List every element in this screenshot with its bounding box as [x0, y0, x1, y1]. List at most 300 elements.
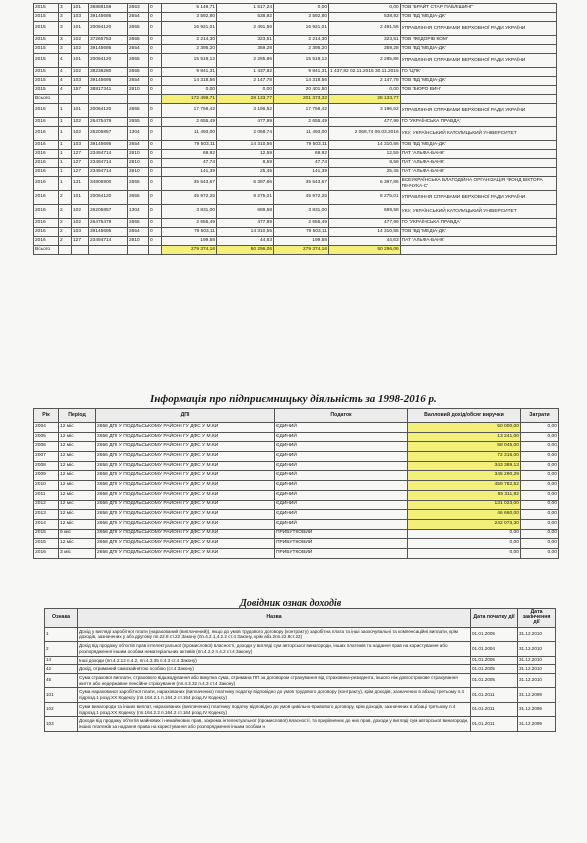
- flag-cell: 0: [149, 4, 162, 13]
- income-code-row: [45, 656, 556, 665]
- activity-row: [34, 490, 559, 500]
- code-cell: 102: [72, 205, 89, 219]
- col-tax: Податок: [275, 409, 408, 423]
- start-date-cell: 01.01.2011: [471, 702, 518, 716]
- costs-cell: 0,00: [521, 539, 559, 549]
- year-cell: 2015: [34, 86, 59, 95]
- kved-cell: 2653: [128, 4, 149, 13]
- description-cell: Суми винагороди та інших виплат, нарахованих (виплачених) платнику податку відповідно до умов цивільно-правового договору, крім доходів, зазначених в абзаці третьому п.4 підрозд.1 розд.XX Кодексу (пп.164.2.2 п.164.2 ст.164 розд.IV Кодексу): [78, 702, 471, 716]
- year-cell: 2009: [34, 471, 59, 481]
- year-cell: 2005: [34, 432, 59, 442]
- dpi-cell: 2656 ДПІ У ПОДІЛЬСЬКОМУ РАЙОНІ ГУ ДФС У М.КИ: [96, 539, 275, 549]
- income-accrued-cell: 9 841,31: [162, 68, 217, 77]
- tax-id-cell: 20064120: [89, 191, 128, 205]
- income-code-row: [45, 665, 556, 674]
- tax-id-cell: 23494714: [89, 150, 128, 159]
- start-date-cell: 01.01.2011: [471, 717, 518, 731]
- kved-cell: [128, 95, 149, 104]
- activity-row: [34, 548, 559, 558]
- dpi-cell: 2656 ДПІ У ПОДІЛЬСЬКОМУ РАЙОНІ ГУ ДФС У М.КИ: [96, 452, 275, 462]
- tax-id-cell: 36888159: [89, 4, 128, 13]
- tax-id-cell: 38817341: [89, 86, 128, 95]
- period-cell: 9 міс: [59, 529, 96, 539]
- year-cell: 2015: [34, 54, 59, 68]
- income-paid-cell: 199,58: [274, 237, 329, 246]
- dpi-cell: 2656 ДПІ У ПОДІЛЬСЬКОМУ РАЙОНІ ГУ ДФС У М.КИ: [96, 519, 275, 529]
- code-cell: 14: [45, 656, 78, 665]
- costs-cell: 0,00: [521, 510, 559, 520]
- income-paid-cell: 201 373,32: [274, 95, 329, 104]
- costs-cell: 0,00: [521, 442, 559, 452]
- year-cell: 2015: [34, 539, 59, 549]
- code-cell: 127: [72, 150, 89, 159]
- income-row: [34, 68, 557, 77]
- income-accrued-cell: 2 214,30: [162, 36, 217, 45]
- kved-cell: 2654: [128, 77, 149, 86]
- period-cell: 12 міс: [59, 471, 96, 481]
- tax-paid-cell: 8 275,01: [329, 191, 401, 205]
- code-cell: 103: [72, 141, 89, 150]
- flag-cell: 0: [149, 177, 162, 191]
- income-accrued-cell: 279 374,16: [162, 246, 217, 255]
- code-cell: 102: [72, 118, 89, 127]
- tax-id-cell: 20064120: [89, 22, 128, 36]
- code-cell: 131: [72, 177, 89, 191]
- code-cell: 102: [72, 36, 89, 45]
- income-accrued-cell: 2 655,49: [162, 118, 217, 127]
- tax-id-cell: 39145695: [89, 45, 128, 54]
- code-cell: 127: [72, 168, 89, 177]
- income-cell: 50 000,00: [408, 423, 521, 433]
- tax-accrued-cell: 2 491,56: [217, 22, 274, 36]
- tax-type-cell: ЄДИНИЙ: [275, 500, 408, 510]
- tax-paid-cell: 689,58: [329, 205, 401, 219]
- activity-row: [34, 423, 559, 433]
- tax-accrued-cell: 477,99: [217, 219, 274, 228]
- tax-paid-cell: 359,28: [329, 45, 401, 54]
- income-cell: 343 389,13: [408, 461, 521, 471]
- tax-paid-cell: 0,00: [329, 86, 401, 95]
- code-cell: 1: [45, 627, 78, 641]
- tax-accrued-cell: 12,59: [217, 150, 274, 159]
- flag-cell: 0: [149, 54, 162, 68]
- activity-row: [34, 500, 559, 510]
- period-cell: 1: [59, 177, 72, 191]
- payer-name-cell: [400, 246, 556, 255]
- code-cell: 103: [72, 13, 89, 22]
- income-accrued-cell: 47,74: [162, 159, 217, 168]
- payer-name-cell: ТОВ 'ВД 'МЕДІА-ДК': [400, 77, 556, 86]
- period-cell: 2: [59, 191, 72, 205]
- tax-accrued-cell: 8 275,01: [217, 191, 274, 205]
- dpi-cell: 2656 ДПІ У ПОДІЛЬСЬКОМУ РАЙОНІ ГУ ДФС У М.КИ: [96, 481, 275, 491]
- kved-cell: 2654: [128, 141, 149, 150]
- income-accrued-cell: 17 758,42: [162, 104, 217, 118]
- period-cell: 12 міс: [59, 481, 96, 491]
- tax-paid-cell: 0,00: [329, 4, 401, 13]
- total-row: [34, 95, 557, 104]
- income-cell: 345 290,29: [408, 471, 521, 481]
- payer-name-cell: УКУ, УКРАЇНСЬКИЙ КАТОЛИЦЬКИЙ УНІВЕРСИТЕТ: [400, 205, 556, 219]
- tax-paid-cell: 2 068,74 06.03.2016: [329, 127, 401, 141]
- payer-name-cell: ТОВ 'ВД 'МЕДІА-ДК': [400, 45, 556, 54]
- col-start: Дата початку дії: [471, 609, 518, 628]
- income-code-row: [45, 627, 556, 641]
- year-cell: Всього: [34, 246, 59, 255]
- year-cell: 2015: [34, 68, 59, 77]
- tax-id-cell: 39145695: [89, 228, 128, 237]
- income-row: [34, 127, 557, 141]
- description-cell: Дохід, отриманий самозайнятою особою (ст.4 Закону): [78, 665, 471, 674]
- period-cell: 4: [59, 77, 72, 86]
- activity-row: [34, 432, 559, 442]
- costs-cell: 0,00: [521, 490, 559, 500]
- dpi-cell: 2656 ДПІ У ПОДІЛЬСЬКОМУ РАЙОНІ ГУ ДФС У М.КИ: [96, 471, 275, 481]
- kved-cell: 2655: [128, 68, 149, 77]
- tax-id-cell: 39145695: [89, 13, 128, 22]
- period-cell: 12 міс: [59, 510, 96, 520]
- costs-cell: 0,00: [521, 452, 559, 462]
- period-cell: 12 міс: [59, 490, 96, 500]
- income-accrued-cell: 172 499,71: [162, 95, 217, 104]
- period-cell: 1: [59, 118, 72, 127]
- tax-id-cell: 23494714: [89, 159, 128, 168]
- description-cell: Дохід у вигляді заробітної плати (нарахований (виплачений)), якщо до умов трудового договору (контракту) заробітна плата та інші заохочувальні та компенсаційні виплати, крім доходів, зазначених у абз.другому пп.22.8 ст.22 Закону (пп.4.2.1,4.2.2 ст.4 Закону, крім абз.2пп.22.8ст.22): [78, 627, 471, 641]
- period-cell: 12 міс: [59, 539, 96, 549]
- activity-row: [34, 471, 559, 481]
- costs-cell: 0,00: [521, 423, 559, 433]
- tax-paid-cell: 2 285,86: [329, 54, 401, 68]
- tax-accrued-cell: 323,51: [217, 36, 274, 45]
- flag-cell: 0: [149, 141, 162, 150]
- income-paid-cell: 9 841,31: [274, 68, 329, 77]
- period-cell: 12 міс: [59, 432, 96, 442]
- dpi-cell: 2656 ДПІ У ПОДІЛЬСЬКОМУ РАЙОНІ ГУ ДФС У М.КИ: [96, 490, 275, 500]
- tax-accrued-cell: 28 133,77: [217, 95, 274, 104]
- income-codes-header-row: [45, 609, 556, 628]
- year-cell: 2015: [34, 36, 59, 45]
- period-cell: 12 міс: [59, 452, 96, 462]
- period-cell: 1: [59, 168, 72, 177]
- activity-row: [34, 461, 559, 471]
- dpi-cell: 2656 ДПІ У ПОДІЛЬСЬКОМУ РАЙОНІ ГУ ДФС У М.КИ: [96, 500, 275, 510]
- ref-section-title: Довідник ознак доходів: [240, 598, 342, 609]
- year-cell: Всього: [34, 95, 59, 104]
- income-accrued-cell: 14 318,56: [162, 77, 217, 86]
- income-code-row: [45, 674, 556, 688]
- tax-type-cell: ЄДИНИЙ: [275, 432, 408, 442]
- tax-id-cell: 26205857: [89, 205, 128, 219]
- kved-cell: 2654: [128, 13, 149, 22]
- tax-type-cell: ПРИБУТКОВИЙ: [275, 539, 408, 549]
- code-cell: 103: [45, 717, 78, 731]
- tax-paid-cell: 6 397,86: [329, 177, 401, 191]
- year-cell: 2012: [34, 500, 59, 510]
- year-cell: 2004: [34, 423, 59, 433]
- income-code-row: [45, 702, 556, 716]
- tax-id-cell: [89, 246, 128, 255]
- kved-cell: 2655: [128, 36, 149, 45]
- income-row: [34, 141, 557, 150]
- year-cell: 2015: [34, 77, 59, 86]
- tax-id-cell: 37265753: [89, 36, 128, 45]
- code-cell: [72, 95, 89, 104]
- activity-row: [34, 519, 559, 529]
- income-paid-cell: 17 758,42: [274, 104, 329, 118]
- code-cell: 102: [72, 45, 89, 54]
- tax-accrued-cell: 44,63: [217, 237, 274, 246]
- kved-cell: 2810: [128, 150, 149, 159]
- kved-cell: 2655: [128, 118, 149, 127]
- kved-cell: 2655: [128, 22, 149, 36]
- income-codes-table: [44, 608, 556, 732]
- costs-cell: 0,00: [521, 519, 559, 529]
- income-row: [34, 104, 557, 118]
- flag-cell: 0: [149, 45, 162, 54]
- income-accrued-cell: 79 503,11: [162, 228, 217, 237]
- period-cell: 3: [59, 22, 72, 36]
- tax-id-cell: 38238280: [89, 68, 128, 77]
- income-paid-cell: 14 318,56: [274, 77, 329, 86]
- col-period: Період: [59, 409, 96, 423]
- payer-name-cell: ТОВ 'ВД 'МЕДІА-ДК': [400, 228, 556, 237]
- code-cell: 103: [72, 228, 89, 237]
- tax-accrued-cell: 8,59: [217, 159, 274, 168]
- period-cell: 4: [59, 86, 72, 95]
- kved-cell: 2655: [128, 104, 149, 118]
- year-cell: 2016: [34, 205, 59, 219]
- end-date-cell: 31.12.2010: [518, 674, 556, 688]
- tax-paid-cell: 477,99: [329, 118, 401, 127]
- income-accrued-cell: 69,92: [162, 150, 217, 159]
- tax-paid-cell: 8,59: [329, 159, 401, 168]
- end-date-cell: 31.12.2099: [518, 717, 556, 731]
- tax-id-cell: 26205857: [89, 127, 128, 141]
- tax-paid-cell: 44,63: [329, 237, 401, 246]
- income-cell: 242 073,30: [408, 519, 521, 529]
- year-cell: 2014: [34, 519, 59, 529]
- tax-type-cell: ПРИБУТКОВИЙ: [275, 548, 408, 558]
- year-cell: 2016: [34, 141, 59, 150]
- col-year: Рік: [34, 409, 59, 423]
- income-cell: 131 023,00: [408, 500, 521, 510]
- income-cell: 46 660,00: [408, 510, 521, 520]
- kved-cell: 2810: [128, 86, 149, 95]
- description-cell: Дохід від продажу об'єктів прав інтелектуальної (промислової) власності, доходи у вигляді сум авторської винагороди, інших платежів та надання прав на користування або розпорядження іншим особам нематеріальних активів (пп.4.2.2 п.4.2 ст.4 Закону): [78, 642, 471, 656]
- flag-cell: 0: [149, 36, 162, 45]
- kved-cell: 2810: [128, 168, 149, 177]
- tax-accrued-cell: 538,92: [217, 13, 274, 22]
- income-paid-cell: 3 831,00: [274, 205, 329, 219]
- year-cell: 2006: [34, 442, 59, 452]
- end-date-cell: 31.12.2010: [518, 642, 556, 656]
- code-cell: 101: [45, 688, 78, 702]
- tax-accrued-cell: 50 296,06: [217, 246, 274, 255]
- start-date-cell: 01.01.2005: [471, 674, 518, 688]
- period-cell: [59, 246, 72, 255]
- business-activity-body: [34, 423, 559, 559]
- income-row: [34, 159, 557, 168]
- income-paid-cell: 2 395,20: [274, 45, 329, 54]
- income-accrued-cell: 3 592,80: [162, 13, 217, 22]
- costs-cell: 0,00: [521, 432, 559, 442]
- code-cell: 101: [72, 22, 89, 36]
- code-cell: 42: [45, 665, 78, 674]
- tax-paid-cell: 25,45: [329, 168, 401, 177]
- flag-cell: 0: [149, 150, 162, 159]
- income-accrued-cell: 16 921,01: [162, 22, 217, 36]
- income-cell: 72 316,00: [408, 452, 521, 462]
- kved-cell: 2655: [128, 177, 149, 191]
- income-accrued-cell: 2 395,20: [162, 45, 217, 54]
- income-paid-cell: 45 972,25: [274, 191, 329, 205]
- col-income: Валловий дохід/обсяг виручки: [408, 409, 521, 423]
- end-date-cell: 31.12.2099: [518, 702, 556, 716]
- code-cell: 102: [72, 219, 89, 228]
- costs-cell: 0,00: [521, 500, 559, 510]
- activity-row: [34, 452, 559, 462]
- income-code-row: [45, 688, 556, 702]
- flag-cell: 0: [149, 118, 162, 127]
- period-cell: 12 міс: [59, 461, 96, 471]
- period-cell: [59, 95, 72, 104]
- tax-type-cell: ЄДИНИЙ: [275, 442, 408, 452]
- income-paid-cell: 47,74: [274, 159, 329, 168]
- income-code-row: [45, 717, 556, 731]
- year-cell: 2015: [34, 45, 59, 54]
- income-accrued-cell: 15 519,12: [162, 54, 217, 68]
- period-cell: 2: [59, 219, 72, 228]
- kved-cell: [128, 246, 149, 255]
- info-section-title: Інформація про підприємницьку діяльність за 1998-2016 р.: [150, 393, 437, 405]
- income-paid-cell: 2 655,49: [274, 219, 329, 228]
- activity-row: [34, 442, 559, 452]
- payer-name-cell: УПРАВЛІННЯ СПРАВАМИ ВЕРХОВНОЇ РАДИ УКРАЇНИ: [400, 191, 556, 205]
- period-cell: 3 міс: [59, 548, 96, 558]
- tax-paid-cell: 12,59: [329, 150, 401, 159]
- kved-cell: 2655: [128, 54, 149, 68]
- tax-type-cell: ЄДИНИЙ: [275, 481, 408, 491]
- col-name: Назва: [78, 609, 471, 628]
- code-cell: 101: [72, 4, 89, 13]
- tax-accrued-cell: 477,99: [217, 118, 274, 127]
- year-cell: 2016: [34, 159, 59, 168]
- income-row: [34, 4, 557, 13]
- income-row: [34, 118, 557, 127]
- payer-name-cell: ГО 'УКРАЇНСЬКА ПРАВДА': [400, 219, 556, 228]
- income-paid-cell: 3 592,80: [274, 13, 329, 22]
- kved-cell: 2655: [128, 219, 149, 228]
- tax-paid-cell: 28 133,77: [329, 95, 401, 104]
- start-date-cell: 01.01.2005: [471, 656, 518, 665]
- year-cell: 2016: [34, 237, 59, 246]
- year-cell: 2015: [34, 22, 59, 36]
- flag-cell: 0: [149, 13, 162, 22]
- income-row: [34, 168, 557, 177]
- business-activity-header-row: [34, 409, 559, 423]
- costs-cell: 0,00: [521, 529, 559, 539]
- start-date-cell: 01.01.2005: [471, 665, 518, 674]
- tax-accrued-cell: 2 068,74: [217, 127, 274, 141]
- code-cell: 102: [72, 127, 89, 141]
- year-cell: 2015: [34, 529, 59, 539]
- year-cell: 2016: [34, 104, 59, 118]
- tax-type-cell: ЄДИНИЙ: [275, 461, 408, 471]
- dpi-cell: 2656 ДПІ У ПОДІЛЬСЬКОМУ РАЙОНІ ГУ ДФС У М.КИ: [96, 510, 275, 520]
- tax-accrued-cell: 14 310,56: [217, 141, 274, 150]
- year-cell: 2016: [34, 219, 59, 228]
- period-cell: 2: [59, 237, 72, 246]
- flag-cell: 0: [149, 168, 162, 177]
- period-cell: 4: [59, 54, 72, 68]
- payer-name-cell: ГО 'УКРАЇНСЬКА ПРАВДА': [400, 118, 556, 127]
- income-paid-cell: 279 374,16: [274, 246, 329, 255]
- income-cell: 0,00: [408, 529, 521, 539]
- income-paid-cell: 15 519,12: [274, 54, 329, 68]
- year-cell: 2015: [34, 4, 59, 13]
- costs-cell: 0,00: [521, 481, 559, 491]
- year-cell: 2016: [34, 168, 59, 177]
- flag-cell: 0: [149, 127, 162, 141]
- kved-cell: 1304: [128, 205, 149, 219]
- tax-id-cell: 34806900: [89, 177, 128, 191]
- year-cell: 2010: [34, 481, 59, 491]
- tax-paid-cell: 323,51: [329, 36, 401, 45]
- income-row: [34, 22, 557, 36]
- dpi-cell: 2656 ДПІ У ПОДІЛЬСЬКОМУ РАЙОНІ ГУ ДФС У М.КИ: [96, 548, 275, 558]
- income-cell: 459 782,52: [408, 481, 521, 491]
- income-accrued-cell: 141,39: [162, 168, 217, 177]
- income-row: [34, 36, 557, 45]
- total-row: [34, 246, 557, 255]
- col-end: Дата закінчення дії: [518, 609, 556, 628]
- tax-paid-cell: 14 310,56: [329, 141, 401, 150]
- tax-accrued-cell: 1 517,24: [217, 4, 274, 13]
- income-row: [34, 228, 557, 237]
- tax-accrued-cell: 14 310,55: [217, 228, 274, 237]
- income-paid-cell: 2 214,30: [274, 36, 329, 45]
- income-paid-cell: 20 401,50: [274, 86, 329, 95]
- income-row: [34, 150, 557, 159]
- year-cell: 2008: [34, 461, 59, 471]
- payer-name-cell: УКУ, УКРАЇНСЬКИЙ КАТОЛИЦЬКИЙ УНІВЕРСИТЕТ: [400, 127, 556, 141]
- code-cell: 45: [45, 674, 78, 688]
- payer-name-cell: ТОВ 'БРАЙТ СТАР ПАБЛІШИНГ': [400, 4, 556, 13]
- payer-name-cell: ВСЕУКРАЇНСЬКА БЛАГОДІЙНА ОРГАНІЗАЦІЯ 'ФОНД ВІКТОРА ПІНЧУКА-С': [400, 177, 556, 191]
- flag-cell: [149, 246, 162, 255]
- income-accrued-cell: 3 831,00: [162, 205, 217, 219]
- tax-id-cell: 20064120: [89, 54, 128, 68]
- start-date-cell: 01.01.2004: [471, 642, 518, 656]
- payer-name-cell: УПРАВЛІННЯ СПРАВАМИ ВЕРХОВНОЇ РАДИ УКРАЇНИ: [400, 104, 556, 118]
- tax-type-cell: ЄДИНИЙ: [275, 471, 408, 481]
- year-cell: 2016: [34, 548, 59, 558]
- flag-cell: 0: [149, 219, 162, 228]
- payer-name-cell: [400, 95, 556, 104]
- costs-cell: 0,00: [521, 548, 559, 558]
- tax-id-cell: 39145695: [89, 141, 128, 150]
- income-row: [34, 45, 557, 54]
- income-cell: 0,00: [408, 539, 521, 549]
- income-table-body: [34, 4, 557, 255]
- dpi-cell: 2656 ДПІ У ПОДІЛЬСЬКОМУ РАЙОНІ ГУ ДФС У М.КИ: [96, 423, 275, 433]
- income-paid-cell: 11 493,00: [274, 127, 329, 141]
- year-cell: 2016: [34, 118, 59, 127]
- business-activity-table: [33, 408, 559, 559]
- flag-cell: 0: [149, 86, 162, 95]
- income-cell: 13 241,00: [408, 432, 521, 442]
- flag-cell: 0: [149, 191, 162, 205]
